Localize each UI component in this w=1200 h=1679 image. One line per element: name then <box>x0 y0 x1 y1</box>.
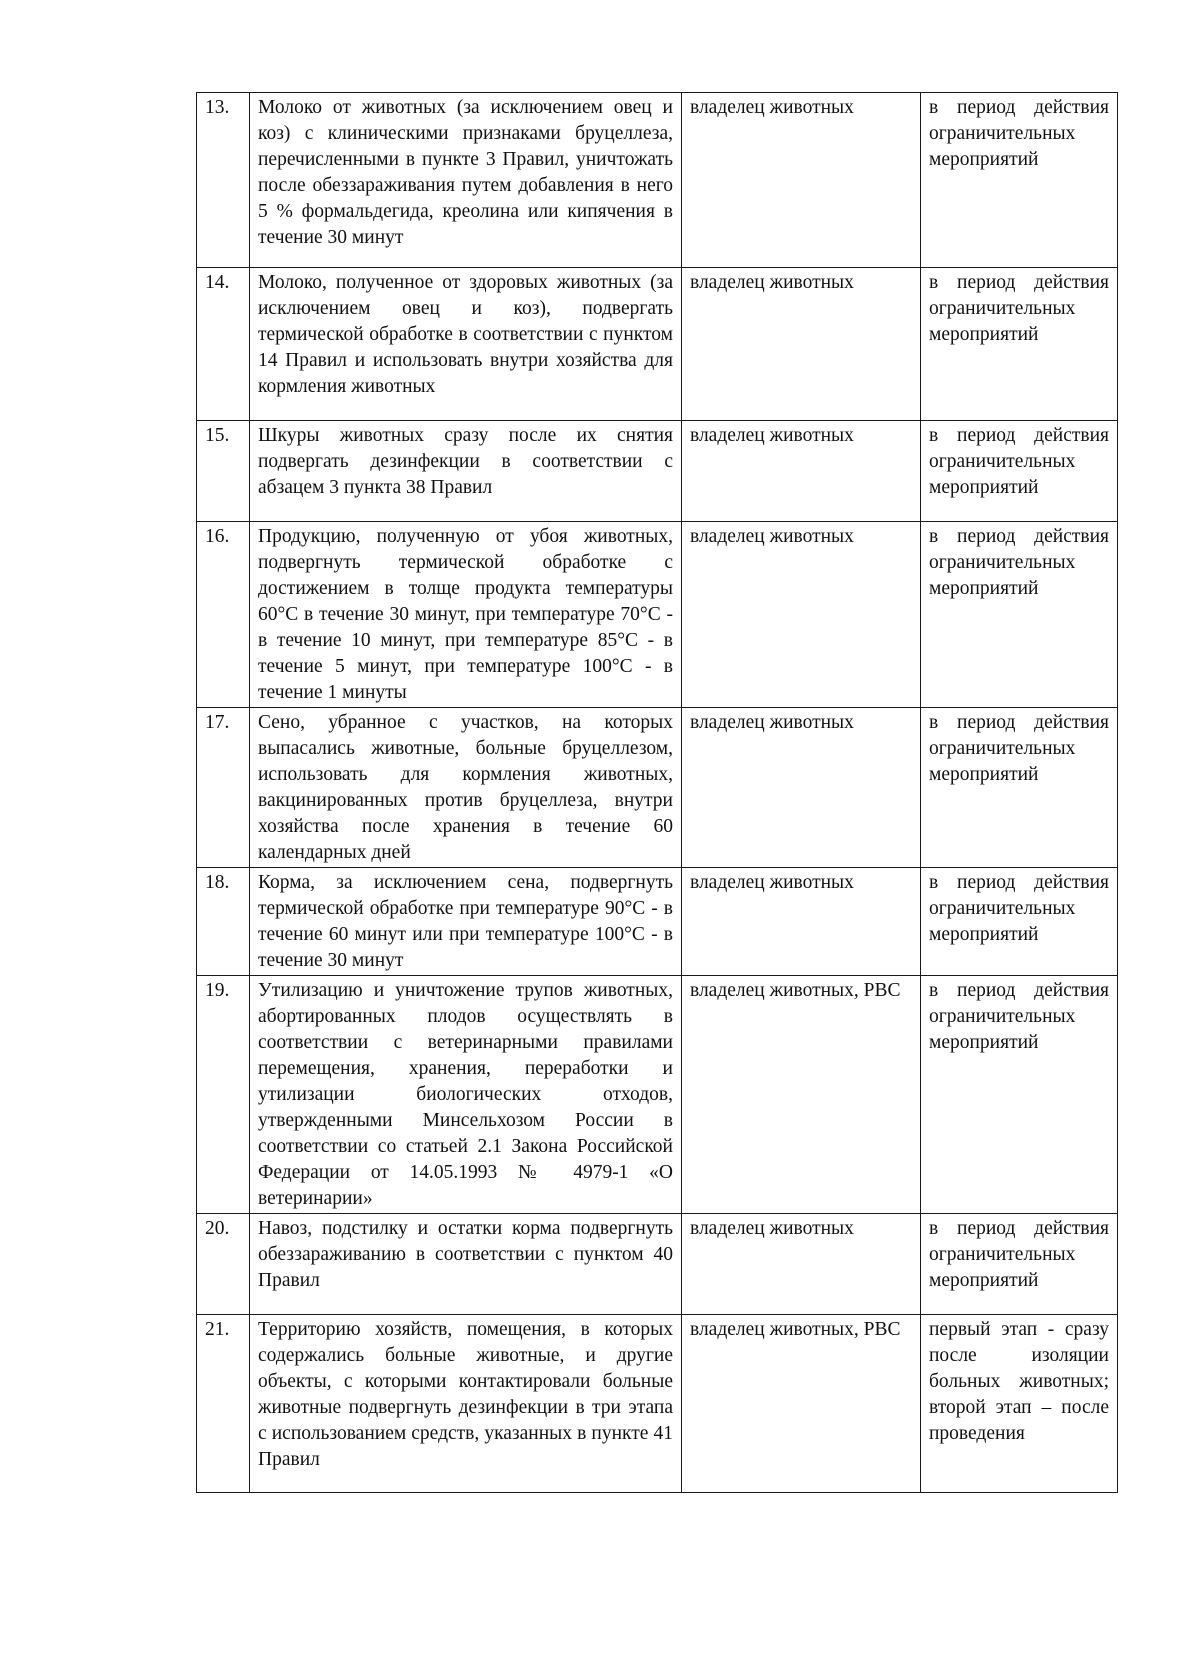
responsible-party: владелец животных, РВС <box>682 1315 921 1493</box>
measure-text: Молоко, полученное от здоровых животных (за исключением овец и коз), подвергать термической обработке в соответствии с пунктом 14 Правил и использовать внутри хозяйства для кормления животных <box>250 268 682 421</box>
responsible-party: владелец животных <box>682 868 921 976</box>
term-of-execution: первый этап - сразу после изоляции больных животных; второй этап – после проведения <box>921 1315 1118 1493</box>
responsible-party: владелец животных <box>682 708 921 868</box>
row-number: 18. <box>197 868 250 976</box>
term-of-execution: в период действия ограничительных мероприятий <box>921 93 1118 268</box>
table-row <box>197 93 1118 268</box>
row-number: 17. <box>197 708 250 868</box>
measure-text: Территорию хозяйств, помещения, в которых содержались больные животные, и другие объекты, с которыми контактировали больные животные подвергнуть дезинфекции в три этапа с использованием средств, указанных в пункте 41 Правил <box>250 1315 682 1493</box>
table-row <box>197 268 1118 421</box>
measure-text: Сено, убранное с участков, на которых выпасались животные, больные бруцеллезом, использовать для кормления животных, вакцинированных против бруцеллеза, внутри хозяйства после хранения в течение 60 календарных дней <box>250 708 682 868</box>
term-of-execution: в период действия ограничительных мероприятий <box>921 868 1118 976</box>
measure-text: Утилизацию и уничтожение трупов животных, абортированных плодов осуществлять в соответствии с ветеринарными правилами перемещения, хранения, переработки и утилизации биологических отходов, утвержденными Минсельхозом России в соответствии со статьей 2.1 Закона Российской Федерации от 14.05.1993 № 4979-1 «О ветеринарии» <box>250 976 682 1214</box>
measure-text: Молоко от животных (за исключением овец и коз) с клиническими признаками бруцеллеза, перечисленными в пункте 3 Правил, уничтожать после обеззараживания путем добавления в него 5 % формальдегида, креолина или кипячения в течение 30 минут <box>250 93 682 268</box>
row-number: 19. <box>197 976 250 1214</box>
row-number: 14. <box>197 268 250 421</box>
table-row <box>197 708 1118 868</box>
responsible-party: владелец животных, РВС <box>682 976 921 1214</box>
term-of-execution: в период действия ограничительных мероприятий <box>921 522 1118 708</box>
measure-text: Навоз, подстилку и остатки корма подвергнуть обеззараживанию в соответствии с пунктом 40 Правил <box>250 1214 682 1315</box>
row-number: 20. <box>197 1214 250 1315</box>
measures-table <box>196 92 1118 1493</box>
table-row <box>197 522 1118 708</box>
row-number: 15. <box>197 421 250 522</box>
responsible-party: владелец животных <box>682 421 921 522</box>
row-number: 16. <box>197 522 250 708</box>
responsible-party: владелец животных <box>682 268 921 421</box>
responsible-party: владелец животных <box>682 93 921 268</box>
measure-text: Корма, за исключением сена, подвергнуть термической обработке при температуре 90°С - в течение 60 минут или при температуре 100°С - в течение 30 минут <box>250 868 682 976</box>
responsible-party: владелец животных <box>682 1214 921 1315</box>
table-row <box>197 976 1118 1214</box>
term-of-execution: в период действия ограничительных мероприятий <box>921 1214 1118 1315</box>
term-of-execution: в период действия ограничительных мероприятий <box>921 421 1118 522</box>
term-of-execution: в период действия ограничительных мероприятий <box>921 708 1118 868</box>
row-number: 13. <box>197 93 250 268</box>
term-of-execution: в период действия ограничительных мероприятий <box>921 976 1118 1214</box>
responsible-party: владелец животных <box>682 522 921 708</box>
table-row <box>197 421 1118 522</box>
row-number: 21. <box>197 1315 250 1493</box>
table-row <box>197 868 1118 976</box>
table-row <box>197 1214 1118 1315</box>
measure-text: Продукцию, полученную от убоя животных, подвергнуть термической обработке с достижением в толще продукта температуры 60°С в течение 30 минут, при температуре 70°С - в течение 10 минут, при температуре 85°С - в течение 5 минут, при температуре 100°С - в течение 1 минуты <box>250 522 682 708</box>
table-row <box>197 1315 1118 1493</box>
term-of-execution: в период действия ограничительных мероприятий <box>921 268 1118 421</box>
measure-text: Шкуры животных сразу после их снятия подвергать дезинфекции в соответствии с абзацем 3 пункта 38 Правил <box>250 421 682 522</box>
